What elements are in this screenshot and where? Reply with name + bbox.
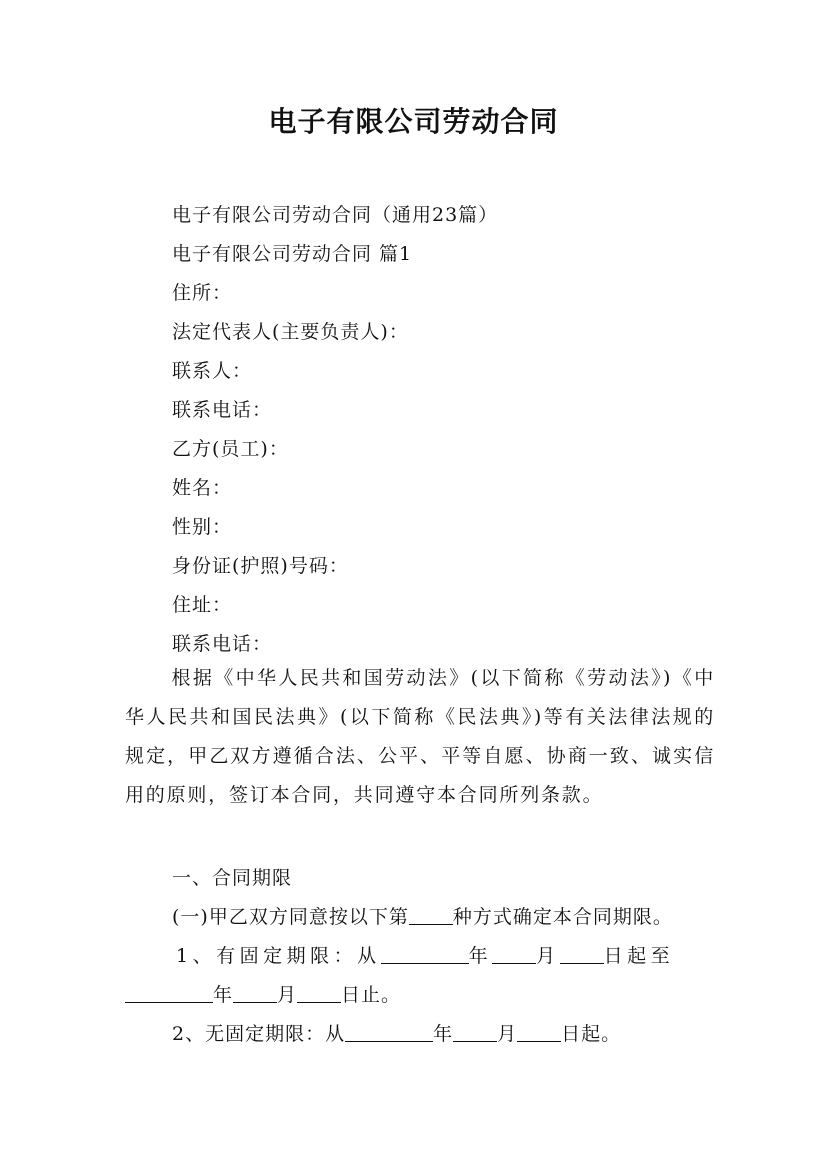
field-name: 姓名： [172,477,233,499]
field-address: 住所： [172,282,233,304]
open-month-label: 月 [497,1023,518,1045]
open-year-label: 年 [433,1023,454,1045]
fixed-term-end-line [125,980,401,1007]
start-year-blank [381,945,469,964]
open-term-line [172,1019,621,1046]
field-employee-phone: 联系电话： [172,633,273,655]
start-month-blank [492,945,536,964]
option-number-blank [409,906,453,925]
end-month-blank [233,984,277,1003]
day-end-label: 日止。 [341,984,402,1006]
end-day-blank [297,984,341,1003]
month-label: 月 [536,945,560,967]
field-contact-person: 联系人： [172,360,253,382]
open-month-blank [453,1023,497,1042]
open-term-label: 2、无固定期限：从 [172,1023,346,1045]
field-party-b: 乙方(员工)： [172,438,289,460]
term-option-prefix: (一)甲乙双方同意按以下第 [172,906,409,928]
section-heading-term: 一、合同期限 [172,867,293,889]
chapter-heading: 电子有限公司劳动合同 篇1 [172,243,413,265]
fixed-term-line [176,941,674,968]
subtitle-line: 电子有限公司劳动合同（通用23篇） [172,204,499,226]
term-option-suffix: 种方式确定本合同期限。 [452,906,673,928]
year-label: 年 [468,945,493,967]
day-start-label: 日起。 [561,1023,622,1045]
start-day-blank [560,945,604,964]
preamble-paragraph [125,659,715,815]
end-month-label: 月 [277,984,298,1006]
day-from-label: 日起至 [603,945,675,967]
end-year-blank [125,984,213,1003]
field-residence: 住址： [172,594,233,616]
open-year-blank [345,1023,433,1042]
open-day-blank [517,1023,561,1042]
field-legal-representative: 法定代表人(主要负责人)： [172,321,409,343]
preamble-text: 根据《中华人民共和国劳动法》(以下简称《劳动法》)《中华人民共和国民法典》(以下简称《民法典》)等有关法律法规的规定，甲乙双方遵循合法、公平、平等自愿、协商一致、诚实信用的原则，签订本合同，共同遵守本合同所列条款。 [125,667,715,806]
field-id-number: 身份证(护照)号码： [172,555,349,577]
field-gender: 性别： [172,516,233,538]
field-contact-phone: 联系电话： [172,399,273,421]
end-year-label: 年 [213,984,234,1006]
term-option-line [172,902,673,929]
document-title: 电子有限公司劳动合同 [268,105,559,138]
fixed-term-label: 1、有固定期限：从 [176,945,381,967]
